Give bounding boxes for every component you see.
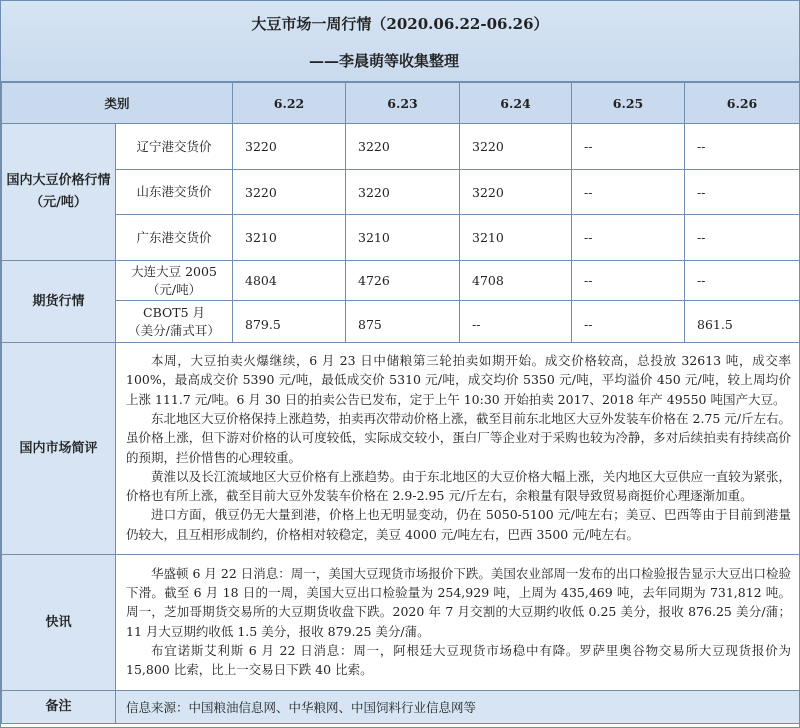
domestic-category: 国内大豆价格行情（元/吨） xyxy=(2,124,116,261)
price-cell: -- xyxy=(572,170,685,215)
price-cell: 3220 xyxy=(233,170,346,215)
commentary-paragraph: 黄淮以及长江流域地区大豆价格有上涨趋势。由于东北地区的大豆价格大幅上涨，关内地区大豆供应一直较为紧张，价格也有所上涨，截至目前大豆外发装车价格在 2.9-2.95 元/斤左右，余粮量有限导致贸易商挺价心理逐渐加重。 xyxy=(126,468,792,504)
market-table xyxy=(1,82,800,724)
price-cell: 879.5 xyxy=(233,301,346,343)
row-label-unit: （美分/蒲式耳） xyxy=(128,322,220,338)
commentary-paragraph: 本周，大豆拍卖火爆继续，6 月 23 日中储粮第三轮拍卖如期开始。成交价格较高，总投放 32613 吨，成交率 100%，最高成交价 5390 元/吨，最低成交价 5310 元/吨，成交均价 5350 元/吨，平均溢价 450 元/吨，较上周均价上涨 111.7 元/吨。6 月 30 日的拍卖公告已发布，定于上午 10:30 开始拍卖 2017、2018 年产 49550 吨国产大豆。 xyxy=(126,353,792,407)
futures-category: 期货行情 xyxy=(2,261,116,343)
row-label-line: CBOT5 月 xyxy=(143,304,205,320)
price-cell: -- xyxy=(572,301,685,343)
row-label xyxy=(116,301,233,343)
price-cell: 875 xyxy=(346,301,460,343)
table-row xyxy=(2,170,800,215)
price-cell: 4804 xyxy=(233,261,346,301)
commentary-paragraph: 东北地区大豆价格保持上涨趋势，拍卖再次带动价格上涨，截至目前东北地区大豆外发装车价格在 2.75 元/斤左右。虽价格上涨，但下游对价格的认可度较低，实际成交较小，蛋白厂等企业对于采购也较为冷静，多对后续拍卖有持续高价的预期，拦价惜售的心理较重。 xyxy=(126,410,792,465)
report-title: 大豆市场一周行情（2020.06.22-06.26） xyxy=(251,15,549,33)
report-author: ——李晨萌等收集整理 xyxy=(309,52,460,70)
row-label: 广东港交货价 xyxy=(116,215,233,261)
price-cell: -- xyxy=(460,301,572,343)
price-cell: -- xyxy=(572,261,685,301)
header-date: 6.22 xyxy=(233,83,346,124)
commentary-row xyxy=(2,343,800,555)
price-cell: 4726 xyxy=(346,261,460,301)
price-cell: 3210 xyxy=(460,215,572,261)
news-category: 快讯 xyxy=(2,555,116,691)
price-cell: -- xyxy=(685,261,800,301)
news-text xyxy=(116,555,800,691)
header-date: 6.25 xyxy=(572,83,685,124)
report-header xyxy=(1,1,799,82)
row-label: 山东港交货价 xyxy=(116,170,233,215)
price-cell: 3220 xyxy=(346,124,460,170)
header-date: 6.23 xyxy=(346,83,460,124)
row-label-unit: （元/吨） xyxy=(146,281,202,297)
notes-category: 备注 xyxy=(2,691,116,724)
price-cell: -- xyxy=(572,124,685,170)
price-cell: 3210 xyxy=(233,215,346,261)
price-cell: 3220 xyxy=(346,170,460,215)
notes-row xyxy=(2,691,800,724)
price-cell: -- xyxy=(685,124,800,170)
header-date: 6.26 xyxy=(685,83,800,124)
commentary-category: 国内市场简评 xyxy=(2,343,116,555)
commentary-paragraph: 进口方面，俄豆仍无大量到港，价格上也无明显变动，仍在 5050-5100 元/吨左右；美豆、巴西等由于目前到港量仍较大，且互相形成制约，价格相对较稳定，美豆 4000 元/吨左右，巴西 3500 元/吨左右。 xyxy=(126,507,792,542)
price-cell: 3220 xyxy=(233,124,346,170)
commentary-text xyxy=(116,343,800,555)
price-cell: -- xyxy=(572,215,685,261)
price-cell: 3220 xyxy=(460,170,572,215)
price-cell: 3210 xyxy=(346,215,460,261)
news-row xyxy=(2,555,800,691)
price-cell: -- xyxy=(685,215,800,261)
header-date: 6.24 xyxy=(460,83,572,124)
price-cell: 3220 xyxy=(460,124,572,170)
row-label: 辽宁港交货价 xyxy=(116,124,233,170)
row-label-line: 大连大豆 2005 xyxy=(131,263,217,279)
table-row xyxy=(2,261,800,301)
table-header-row xyxy=(2,83,800,124)
notes-text: 信息来源：中国粮油信息网、中华粮网、中国饲料行业信息网等 xyxy=(116,691,800,724)
news-paragraph: 布宜诺斯艾利斯 6 月 22 日消息：周一，阿根廷大豆现货市场稳中有降。罗萨里奥谷物交易所大豆现货报价为 15,800 比索，比上一交易日下跌 40 比索。 xyxy=(126,642,792,678)
price-cell: 4708 xyxy=(460,261,572,301)
price-cell: -- xyxy=(685,170,800,215)
table-row xyxy=(2,215,800,261)
price-cell: 861.5 xyxy=(685,301,800,343)
header-category: 类别 xyxy=(2,83,233,124)
table-row xyxy=(2,301,800,343)
table-row xyxy=(2,124,800,170)
news-paragraph: 华盛顿 6 月 22 日消息：周一，美国大豆现货市场报价下跌。美国农业部周一发布的出口检验报告显示大豆出口检验下滑。截至 6 月 18 日的一周，美国大豆出口检验量为 254,929 吨，上周为 435,469 吨，去年同期为 731,812 吨。周一，芝加哥期货交易所的大豆期货收盘下跌。2020 年 7 月交割的大豆期约收低 0.25 美分，报收 876.25 美分/蒲；11 月大豆期约收低 1.5 美分，报收 879.25 美分/蒲。 xyxy=(126,565,792,639)
row-label xyxy=(116,261,233,301)
